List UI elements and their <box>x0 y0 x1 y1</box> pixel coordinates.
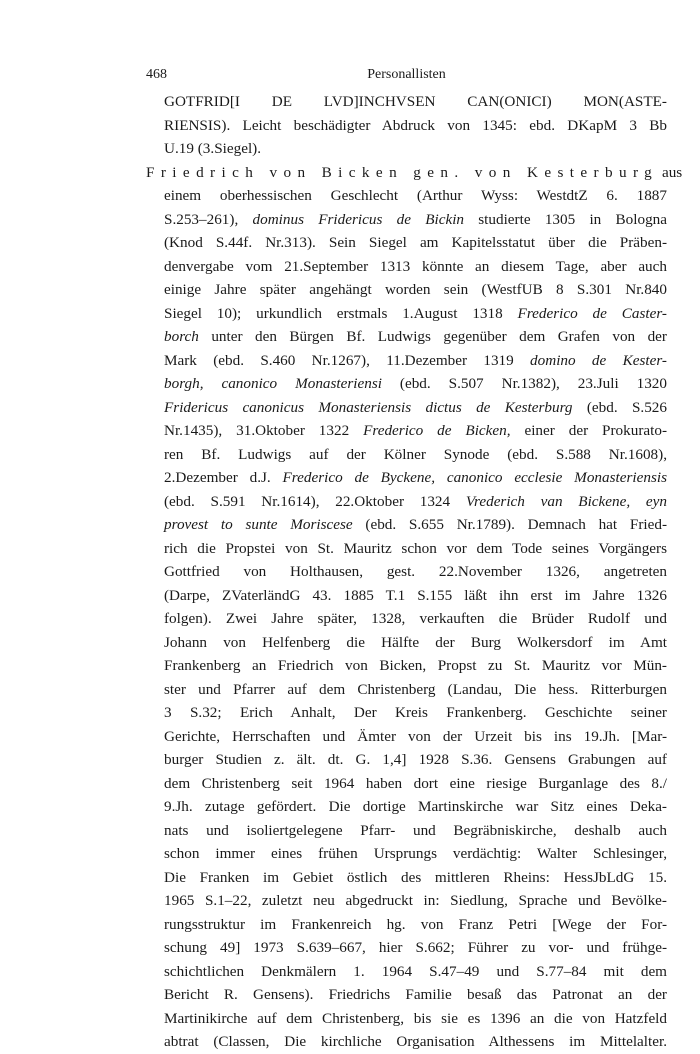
italic-quote: borgh, canonico Monasteriensi <box>164 375 382 392</box>
running-head <box>146 64 667 86</box>
italic-quote: Frederico de Byckene, canonico ecclesie Monasteriensis <box>282 469 667 486</box>
text-line: Johann von Helfenberg die Hälfte der Burg Wolkersdorf im Amt <box>164 633 667 651</box>
italic-quote: provest to sunte Moriscese <box>164 516 353 533</box>
italic-quote: domino de Kester- <box>530 351 667 369</box>
text-line: Bericht R. Gensens). Friedrichs Familie besaß das Patronat an der <box>164 986 667 1003</box>
entry-seal-continuation <box>146 90 667 161</box>
text-line: rich die Propstei von St. Mauritz schon vor dem Tode seines Vorgängers <box>164 539 667 557</box>
text-line: Martinikirche auf dem Christenberg, bis sie es 1396 an die von Hatzfeld <box>164 1009 667 1027</box>
text-line: (ebd. S.591 Nr.1614), 22.Oktober 1324 Vrederich van Bickene, eyn <box>164 492 667 510</box>
entry-person-name: Friedrich von Bicken gen. von Kesterburg <box>146 163 659 181</box>
italic-quote: Frederico de Bicken, <box>363 422 511 439</box>
text-line: 3 S.32; Erich Anhalt, Der Kreis Frankenberg. Geschichte seiner <box>164 704 667 721</box>
text-line: Nr.1435), 31.Oktober 1322 Frederico de Bicken, einer der Prokurato- <box>164 422 668 439</box>
text-line: nats und isoliertgelegene Pfarr- und Begräbniskirche, deshalb auch <box>164 821 667 839</box>
page-body <box>146 90 683 1054</box>
text-line: ster und Pfarrer auf dem Christenberg (Landau, Die hess. Ritterburgen <box>164 680 667 698</box>
page-number: 468 <box>146 67 167 82</box>
text-line: S.253–261), dominus Fridericus de Bickin studierte 1305 in Bologna <box>164 210 667 228</box>
text-line: Gottfried von Holthausen, gest. 22.November 1326, angetreten <box>164 563 667 580</box>
text-line: 2.Dezember d.J. Frederico de Byckene, canonico ecclesie Monasteriensis <box>164 469 667 486</box>
text-line: burger Studien z. ält. dt. G. 1,4] 1928 S.36. Gensens Grabungen auf <box>164 751 667 768</box>
text-line: 1965 S.1–22, zuletzt neu abgedruckt in: Siedlung, Sprache und Bevölke- <box>164 892 667 909</box>
text-line: dem Christenberg seit 1964 haben dort eine riesige Burganlage des 8./ <box>164 774 667 792</box>
text-line: ren Bf. Ludwigs auf der Kölner Synode (ebd. S.588 Nr.1608), <box>164 445 667 463</box>
text-line: schon immer eines frühen Ursprungs verdächtig: Walter Schlesinger, <box>164 845 667 862</box>
entry-heading-tail: aus <box>661 163 683 181</box>
entry-friedrich-von-bicken <box>146 161 683 1054</box>
text-line: rungsstruktur im Frankenreich hg. von Franz Petri [Wege der For- <box>164 915 667 933</box>
page-title: Personallisten <box>367 67 446 82</box>
italic-quote: borch <box>164 328 199 345</box>
text-line: (Knod S.44f. Nr.313). Sein Siegel am Kapitelsstatut über die Präben- <box>164 234 667 251</box>
text-line: schung 49] 1973 S.639–667, hier S.662; Führer zu vor- und frühge- <box>164 939 667 956</box>
text-line: 9.Jh. zutage gefördert. Die dortige Martinskirche war Sitz eines Deka- <box>164 798 667 815</box>
text-line: denvergabe vom 21.September 1313 könnte an diesem Tage, aber auch <box>164 257 667 275</box>
italic-quote: Frederico de Caster- <box>517 304 667 322</box>
text-line: folgen). Zwei Jahre später, 1328, verkauften die Brüder Rudolf und <box>164 610 667 627</box>
text-line: borch unter den Bürgen Bf. Ludwigs gegenüber dem Grafen von der <box>164 328 667 345</box>
text-line: abtrat (Classen, Die kirchliche Organisation Althessens im Mittelalter. <box>164 1033 667 1050</box>
text-line: GOTFRID[I DE LVD]INCHVSEN CAN(ONICI) MON(ASTE- <box>164 93 667 110</box>
text-line: schichtlichen Denkmälern 1. 1964 S.47–49 und S.77–84 mit dem <box>164 962 667 980</box>
text-line: borgh, canonico Monasteriensi (ebd. S.507 Nr.1382), 23.Juli 1320 <box>164 375 667 392</box>
text-line: einem oberhessischen Geschlecht (Arthur Wyss: WestdtZ 6. 1887 <box>164 187 667 204</box>
text-line: (Darpe, ZVaterländG 43. 1885 T.1 S.155 läßt ihn erst im Jahre 1326 <box>164 586 667 604</box>
text-line: einige Jahre später angehängt worden sein (WestfUB 8 S.301 Nr.840 <box>164 281 667 298</box>
text-line: Mark (ebd. S.460 Nr.1267), 11.Dezember 1319 domino de Kester- <box>164 351 667 369</box>
italic-quote: Fridericus canonicus Monasteriensis dictus de Kesterburg <box>164 398 573 416</box>
text-line: Frankenberg an Friedrich von Bicken, Propst zu St. Mauritz vor Mün- <box>164 657 667 674</box>
text-line: RIENSIS). Leicht beschädigter Abdruck von 1345: ebd. DKapM 3 Bb <box>164 116 667 134</box>
text-line: Fridericus canonicus Monasteriensis dictus de Kesterburg (ebd. S.526 <box>164 398 667 416</box>
text-line: U.19 (3.Siegel). <box>164 140 262 157</box>
entry-heading-line <box>146 161 683 185</box>
italic-quote: dominus Fridericus de Bickin <box>252 210 465 228</box>
text-line: Gerichte, Herrschaften und Ämter von der Urzeit bis ins 19.Jh. [Mar- <box>164 727 667 745</box>
text-line: Siegel 10); urkundlich erstmals 1.August 1318 Frederico de Caster- <box>164 304 667 322</box>
text-line: Die Franken im Gebiet östlich des mittleren Rheins: HessJbLdG 15. <box>164 868 667 886</box>
text-line: provest to sunte Moriscese (ebd. S.655 Nr.1789). Demnach hat Fried- <box>164 516 668 533</box>
italic-quote: Vrederich van Bickene, eyn <box>465 492 667 510</box>
